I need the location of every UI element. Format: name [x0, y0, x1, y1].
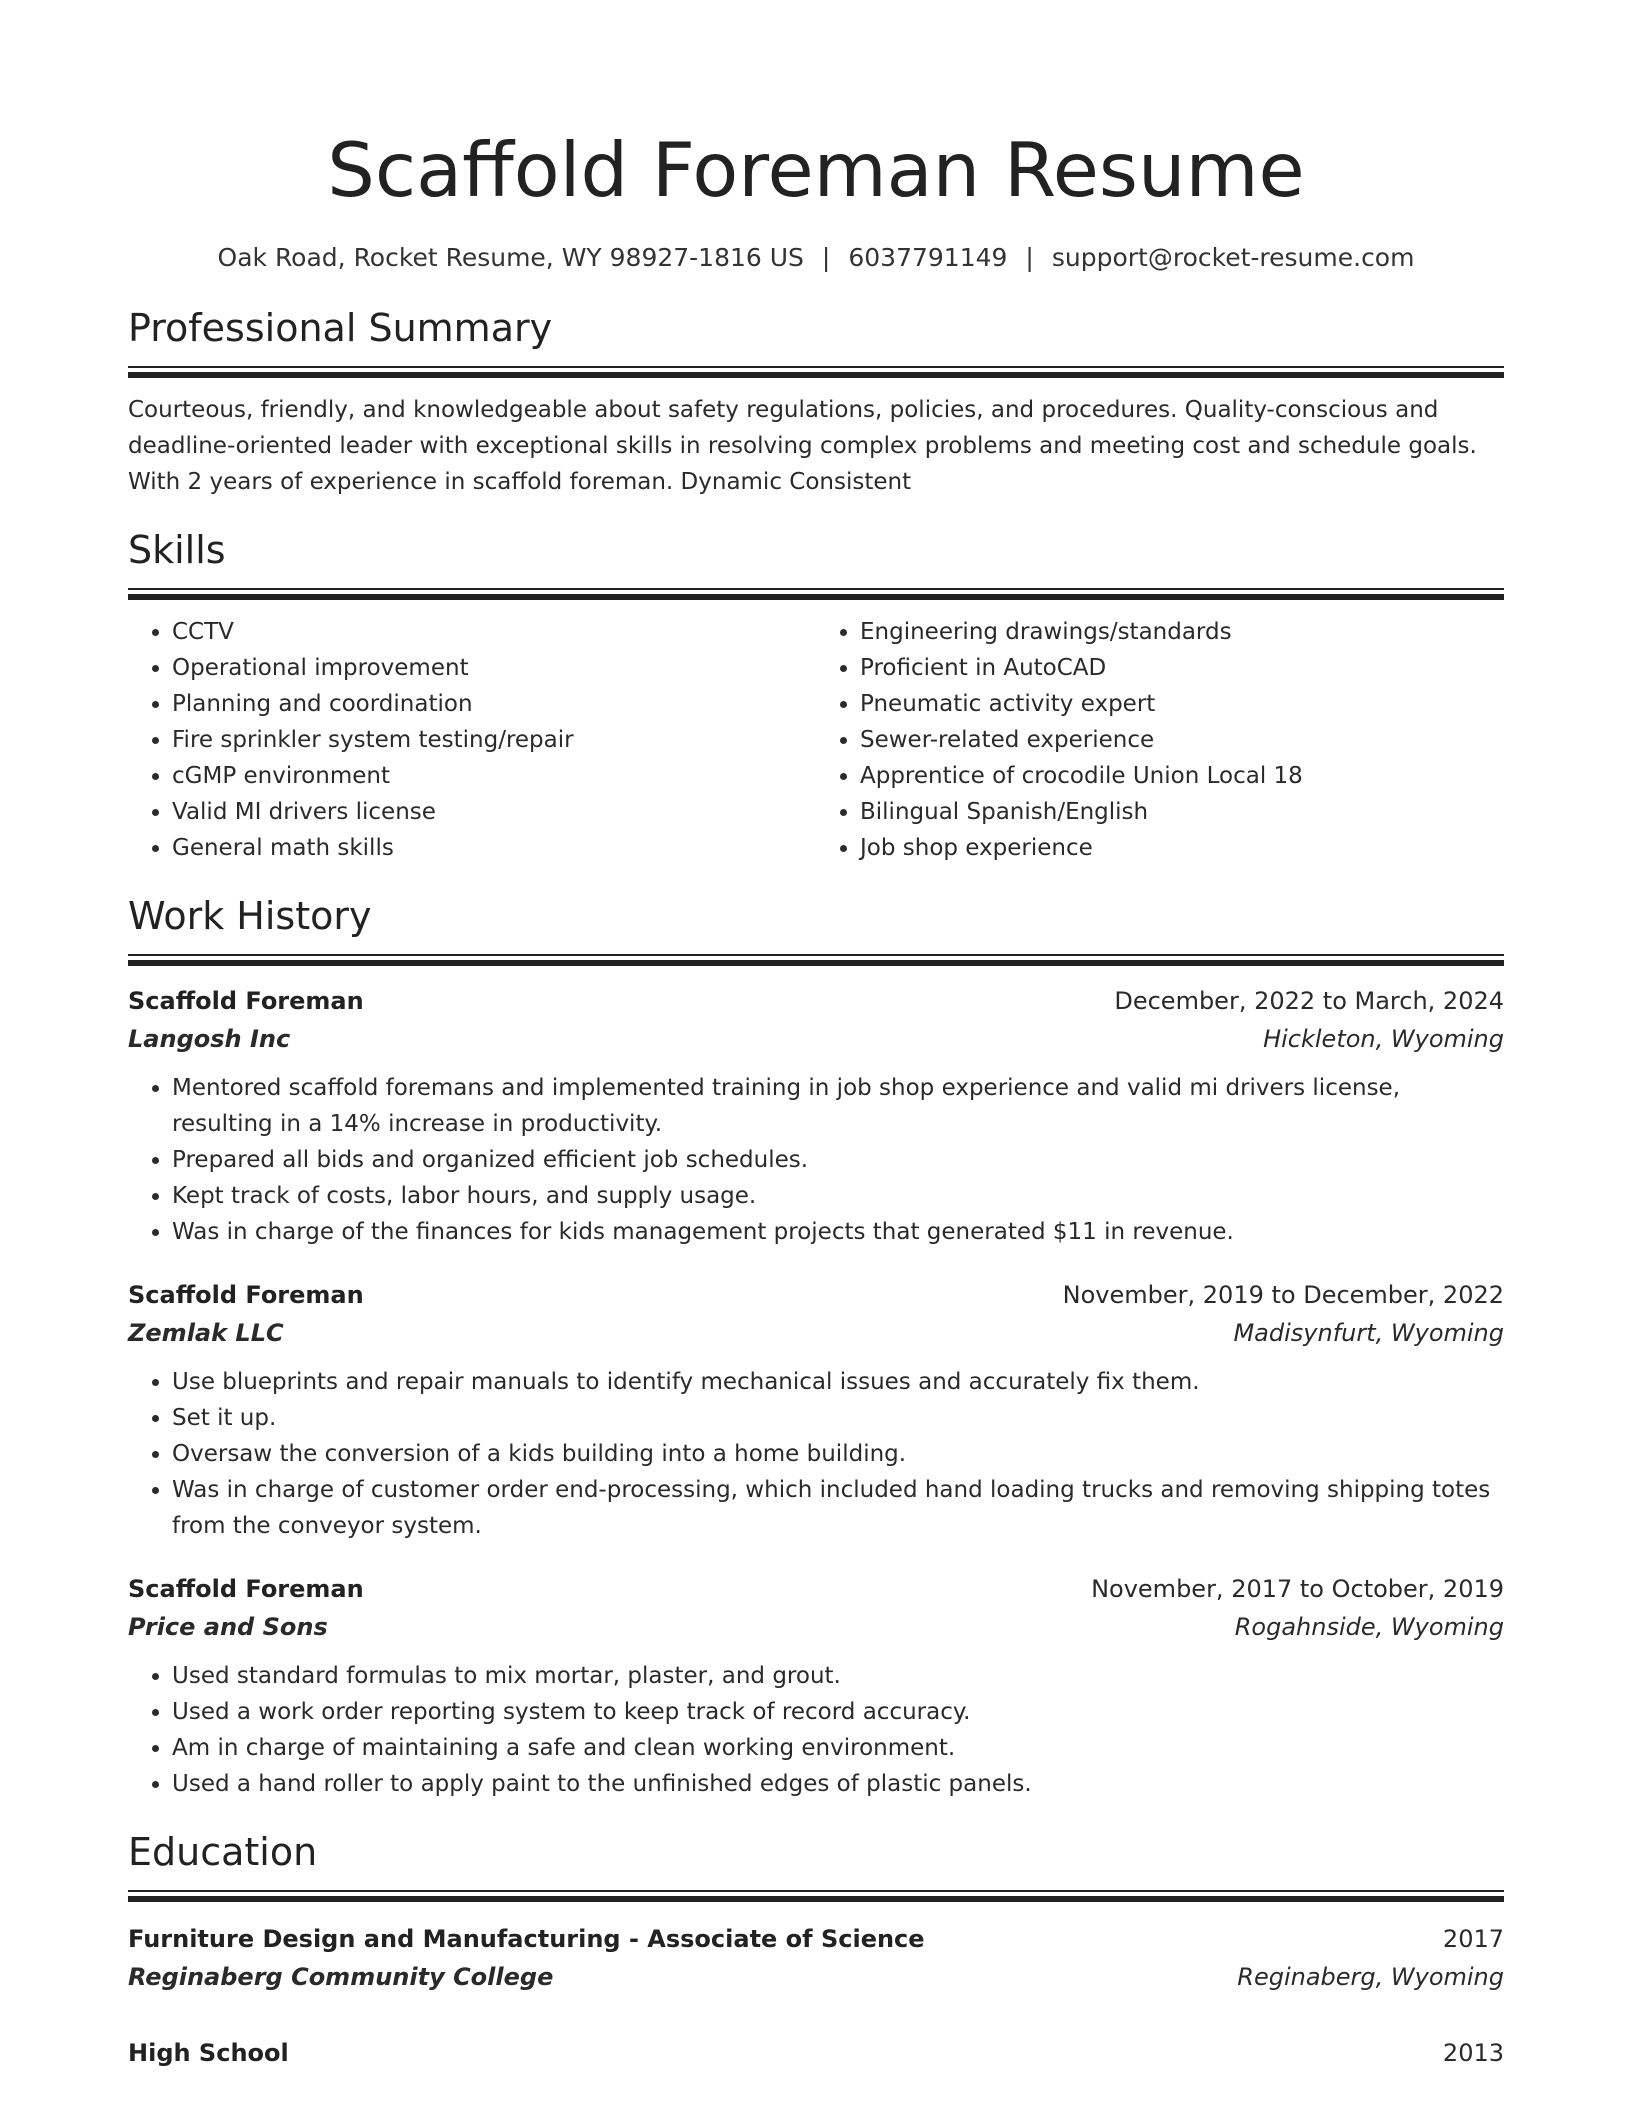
skill-item: • Engineering drawings/standards	[860, 614, 1504, 650]
job-bullet: • Was in charge of customer order end-processing, which included hand loading trucks and removing shipping totes from the conveyor system.	[172, 1472, 1504, 1544]
job-title-row	[128, 982, 1504, 1020]
work-history-section	[128, 892, 1504, 1802]
degree-name: High School	[128, 2039, 289, 2067]
school-row	[128, 1958, 1504, 1996]
job-entry	[128, 982, 1504, 1250]
job-bullet: • Am in charge of maintaining a safe and clean working environment.	[172, 1730, 1504, 1766]
summary-heading: Professional Summary	[128, 306, 553, 350]
job-bullet: • Kept track of costs, labor hours, and supply usage.	[172, 1178, 1504, 1214]
job-bullets	[128, 1658, 1504, 1802]
education-section	[128, 1828, 1504, 2072]
job-dates: November, 2017 to October, 2019	[1091, 1575, 1504, 1603]
school-name: Reginaberg Community College	[128, 1963, 554, 1991]
resume-title: Scaffold Foreman Resume	[327, 126, 1305, 214]
email-link[interactable]: support@rocket-resume.com	[1051, 243, 1415, 272]
skill-item: • CCTV	[172, 614, 816, 650]
phone-text: 6037791149	[848, 243, 1008, 272]
job-company-row	[128, 1314, 1504, 1352]
contact-line	[128, 242, 1504, 274]
summary-section	[128, 304, 1504, 500]
job-company-row	[128, 1020, 1504, 1058]
job-title: Scaffold Foreman	[128, 987, 364, 1015]
job-company-row	[128, 1608, 1504, 1646]
school-location: Reginaberg, Wyoming	[1237, 1963, 1504, 1991]
degree-name: Furniture Design and Manufacturing - Associate of Science	[128, 1925, 925, 1953]
job-location: Rogahnside, Wyoming	[1234, 1613, 1504, 1641]
job-bullet: • Used a hand roller to apply paint to the unfinished edges of plastic panels.	[172, 1766, 1504, 1802]
job-dates: November, 2019 to December, 2022	[1062, 1281, 1504, 1309]
skill-item: • Bilingual Spanish/English	[860, 794, 1504, 830]
skill-item: • Sewer-related experience	[860, 722, 1504, 758]
skill-item: • Fire sprinkler system testing/repair	[172, 722, 816, 758]
job-bullet: • Use blueprints and repair manuals to identify mechanical issues and accurately fix them.	[172, 1364, 1504, 1400]
address-text: Oak Road, Rocket Resume, WY 98927-1816 US	[217, 243, 804, 272]
contact-separator: |	[1025, 243, 1034, 272]
skill-item: • Valid MI drivers license	[172, 794, 816, 830]
company-name: Langosh Inc	[128, 1025, 291, 1053]
skills-list-right	[816, 614, 1504, 866]
section-divider	[128, 366, 1504, 378]
job-title: Scaffold Foreman	[128, 1281, 364, 1309]
job-bullets	[128, 1070, 1504, 1250]
education-entry	[128, 1920, 1504, 1996]
skill-item: • Operational improvement	[172, 650, 816, 686]
skills-heading: Skills	[128, 528, 226, 572]
graduation-year: 2013	[1442, 2039, 1504, 2067]
graduation-year: 2017	[1442, 1925, 1504, 1953]
job-bullet: • Was in charge of the finances for kids management projects that generated $11 in revenue.	[172, 1214, 1504, 1250]
job-bullet: • Mentored scaffold foremans and implemented training in job shop experience and valid mi drivers license, resulting in a 14% increase in productivity.	[172, 1070, 1504, 1142]
job-title-row	[128, 1570, 1504, 1608]
skill-item: • cGMP environment	[172, 758, 816, 794]
skill-item: • General math skills	[172, 830, 816, 866]
skill-item: • Job shop experience	[860, 830, 1504, 866]
skills-list-left	[128, 614, 816, 866]
section-divider	[128, 1890, 1504, 1902]
job-bullet: • Used a work order reporting system to keep track of record accuracy.	[172, 1694, 1504, 1730]
company-name: Price and Sons	[128, 1613, 328, 1641]
skill-item: • Pneumatic activity expert	[860, 686, 1504, 722]
skill-item: • Planning and coordination	[172, 686, 816, 722]
job-title-row	[128, 1276, 1504, 1314]
work-history-heading: Work History	[128, 894, 372, 938]
education-heading: Education	[128, 1830, 318, 1874]
job-dates: December, 2022 to March, 2024	[1114, 987, 1504, 1015]
job-bullets	[128, 1364, 1504, 1544]
job-entry	[128, 1570, 1504, 1802]
company-name: Zemlak LLC	[128, 1319, 284, 1347]
skills-grid	[128, 614, 1504, 866]
summary-text: Courteous, friendly, and knowledgeable about safety regulations, policies, and procedures. Quality-conscious and deadline-oriented leader with exceptional skills in resolving complex problems and meeting cost and schedule goals. With 2 years of experience in scaffold foreman. Dynamic Consistent	[128, 397, 1477, 495]
section-divider	[128, 954, 1504, 966]
job-entry	[128, 1276, 1504, 1544]
job-location: Madisynfurt, Wyoming	[1233, 1319, 1504, 1347]
job-bullet: • Prepared all bids and organized efficient job schedules.	[172, 1142, 1504, 1178]
education-entry	[128, 2034, 1504, 2072]
degree-row	[128, 2034, 1504, 2072]
skill-item: • Proficient in AutoCAD	[860, 650, 1504, 686]
degree-row	[128, 1920, 1504, 1958]
job-title: Scaffold Foreman	[128, 1575, 364, 1603]
section-divider	[128, 588, 1504, 600]
job-bullet: • Used standard formulas to mix mortar, plaster, and grout.	[172, 1658, 1504, 1694]
skill-item: • Apprentice of crocodile Union Local 18	[860, 758, 1504, 794]
job-bullet: • Set it up.	[172, 1400, 1504, 1436]
contact-separator: |	[821, 243, 831, 272]
skills-section	[128, 526, 1504, 866]
job-bullet: • Oversaw the conversion of a kids building into a home building.	[172, 1436, 1504, 1472]
job-location: Hickleton, Wyoming	[1263, 1025, 1504, 1053]
